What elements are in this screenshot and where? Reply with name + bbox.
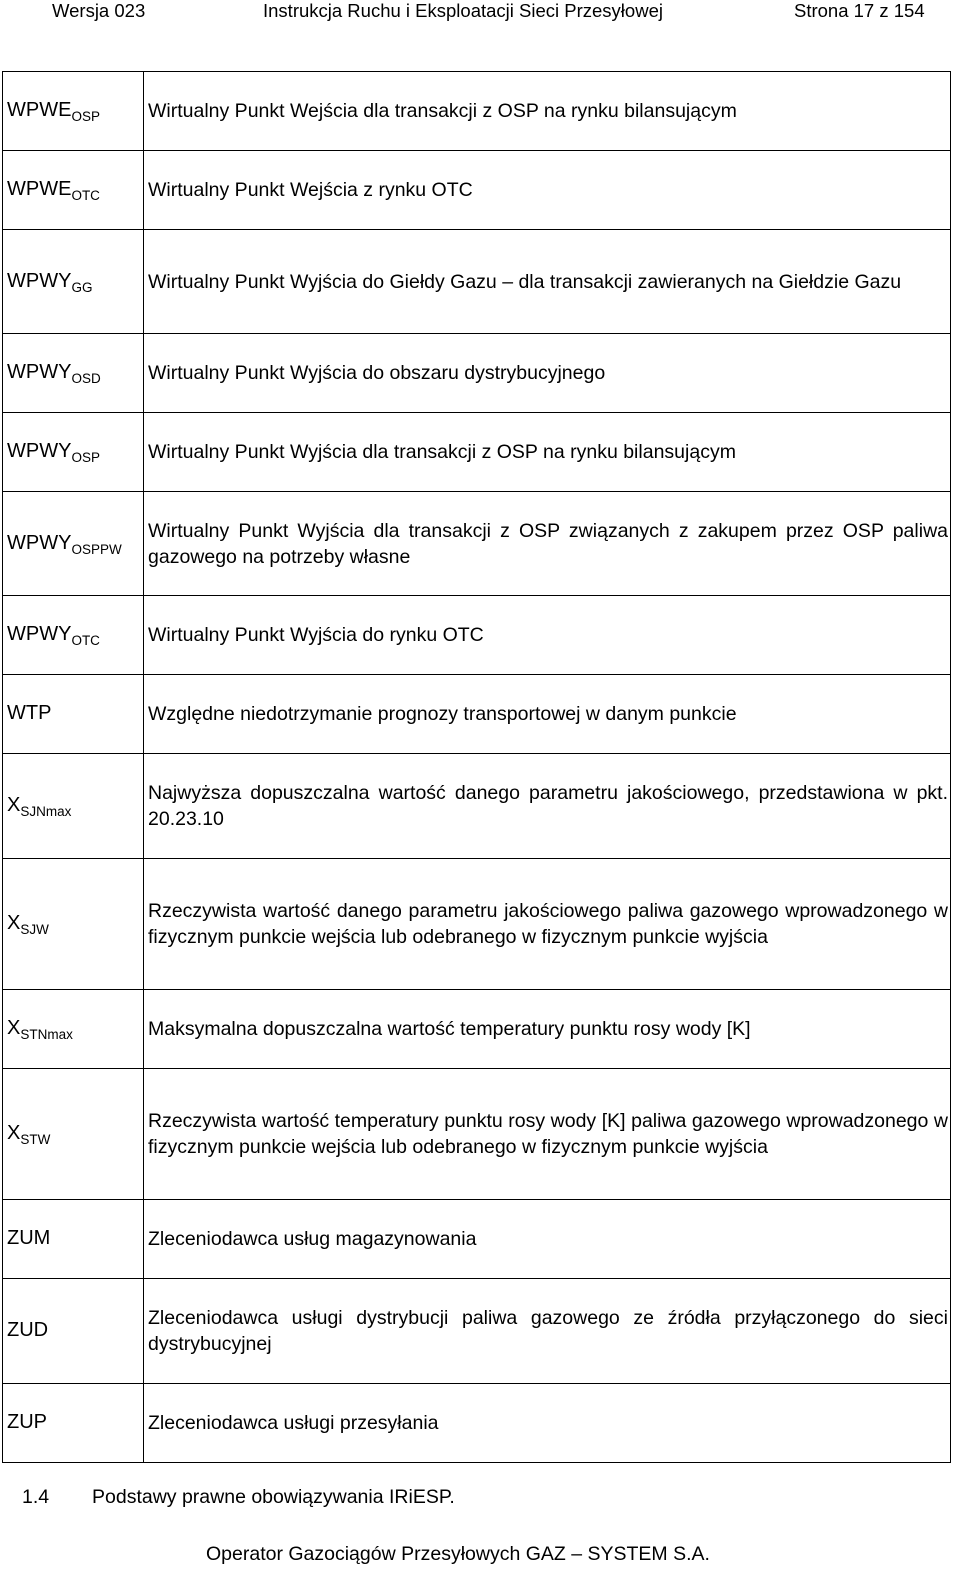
abbreviation-subscript: OTC	[71, 633, 100, 648]
definition-cell: Wirtualny Punkt Wyjścia do Giełdy Gazu – dla transakcji zawieranych na Giełdzie Gazu	[144, 230, 951, 334]
abbreviation-cell	[3, 334, 144, 413]
abbreviation-subscript: OSD	[71, 371, 101, 386]
abbreviation-symbol: X	[7, 912, 21, 934]
abbreviation-cell	[3, 859, 144, 990]
document-title: Instrukcja Ruchu i Eksploatacji Sieci Przesyłowej	[263, 0, 663, 21]
definition-cell: Wirtualny Punkt Wyjścia dla transakcji z OSP na rynku bilansującym	[144, 413, 951, 492]
table-row	[3, 151, 951, 230]
table-row	[3, 492, 951, 596]
abbreviation-subscript: STW	[20, 1132, 51, 1147]
abbreviation-symbol: X	[7, 1122, 21, 1144]
abbreviation-symbol: ZUM	[7, 1227, 51, 1249]
abbreviation-symbol: WPWY	[7, 269, 72, 292]
table-row	[3, 1200, 951, 1279]
section-number: 1.4	[22, 1486, 50, 1508]
abbreviation-cell	[3, 151, 144, 230]
abbreviation-cell	[3, 1384, 144, 1463]
abbreviation-cell	[3, 675, 144, 754]
page-footer: Operator Gazociągów Przesyłowych GAZ – SYSTEM S.A.	[206, 1543, 710, 1565]
abbreviation-cell	[3, 596, 144, 675]
table-row	[3, 334, 951, 413]
definition-cell: Zleceniodawca usług magazynowania	[144, 1200, 951, 1279]
table-row	[3, 675, 951, 754]
section-title: Podstawy prawne obowiązywania IRiESP.	[92, 1486, 455, 1508]
abbreviation-subscript: OSP	[71, 109, 100, 124]
abbreviation-cell	[3, 754, 144, 859]
abbreviation-symbol: X	[7, 1017, 21, 1039]
table-row	[3, 859, 951, 990]
definition-cell: Najwyższa dopuszczalna wartość danego parametru jakościowego, przedstawiona w pkt. 20.23.10	[144, 754, 951, 859]
abbreviation-symbol: ZUP	[7, 1411, 47, 1433]
abbreviation-cell	[3, 1069, 144, 1200]
table-row	[3, 413, 951, 492]
abbreviation-cell	[3, 492, 144, 596]
abbreviation-symbol: WPWY	[7, 531, 72, 554]
document-version: Wersja 023	[52, 0, 146, 21]
abbreviation-subscript: OTC	[71, 188, 100, 203]
abbreviation-symbol: WPWE	[7, 99, 72, 121]
definition-cell: Zleceniodawca usługi przesyłania	[144, 1384, 951, 1463]
page-header	[0, 0, 960, 24]
abbreviation-symbol: WPWY	[7, 623, 72, 645]
abbreviation-cell	[3, 230, 144, 334]
abbreviation-subscript: GG	[71, 279, 93, 295]
abbreviation-cell	[3, 72, 144, 151]
definition-cell: Wirtualny Punkt Wyjścia dla transakcji z OSP związanych z zakupem przez OSP paliwa gazowego na potrzeby własne	[144, 492, 951, 596]
table-row	[3, 1069, 951, 1200]
table-row	[3, 230, 951, 334]
abbreviation-symbol: WPWY	[7, 361, 72, 383]
abbreviation-subscript: STNmax	[20, 1027, 73, 1042]
definition-cell: Maksymalna dopuszczalna wartość temperatury punktu rosy wody [K]	[144, 990, 951, 1069]
abbreviations-table	[2, 71, 951, 1463]
abbreviation-cell	[3, 413, 144, 492]
definition-cell: Względne niedotrzymanie prognozy transportowej w danym punkcie	[144, 675, 951, 754]
abbreviation-subscript: SJW	[20, 922, 49, 937]
table-row	[3, 1279, 951, 1384]
abbreviation-symbol: WPWE	[7, 178, 72, 200]
abbreviations-table-body	[3, 72, 951, 1463]
table-row	[3, 754, 951, 859]
definition-cell: Rzeczywista wartość temperatury punktu rosy wody [K] paliwa gazowego wprowadzonego w fizycznym punkcie wejścia lub odebranego w fizycznym punkcie wyjścia	[144, 1069, 951, 1200]
table-row	[3, 990, 951, 1069]
definition-cell: Wirtualny Punkt Wyjścia do obszaru dystrybucyjnego	[144, 334, 951, 413]
table-row	[3, 72, 951, 151]
abbreviation-symbol: X	[7, 794, 21, 816]
page-number: Strona 17 z 154	[794, 0, 925, 21]
abbreviation-symbol: WPWY	[7, 440, 72, 462]
abbreviation-cell	[3, 1200, 144, 1279]
abbreviation-subscript: OSPPW	[71, 541, 122, 557]
definition-cell: Wirtualny Punkt Wejścia dla transakcji z OSP na rynku bilansującym	[144, 72, 951, 151]
abbreviation-symbol: WTP	[7, 702, 52, 724]
definition-cell: Zleceniodawca usługi dystrybucji paliwa gazowego ze źródła przyłączonego do sieci dystrybucyjnej	[144, 1279, 951, 1384]
definition-cell: Wirtualny Punkt Wejścia z rynku OTC	[144, 151, 951, 230]
definition-cell: Wirtualny Punkt Wyjścia do rynku OTC	[144, 596, 951, 675]
abbreviation-cell	[3, 990, 144, 1069]
abbreviation-symbol: ZUD	[7, 1319, 49, 1341]
abbreviation-cell	[3, 1279, 144, 1384]
table-row	[3, 596, 951, 675]
table-row	[3, 1384, 951, 1463]
definition-cell: Rzeczywista wartość danego parametru jakościowego paliwa gazowego wprowadzonego w fizycznym punkcie wejścia lub odebranego w fizycznym punkcie wyjścia	[144, 859, 951, 990]
abbreviation-subscript: SJNmax	[20, 804, 72, 819]
abbreviation-subscript: OSP	[71, 450, 100, 465]
